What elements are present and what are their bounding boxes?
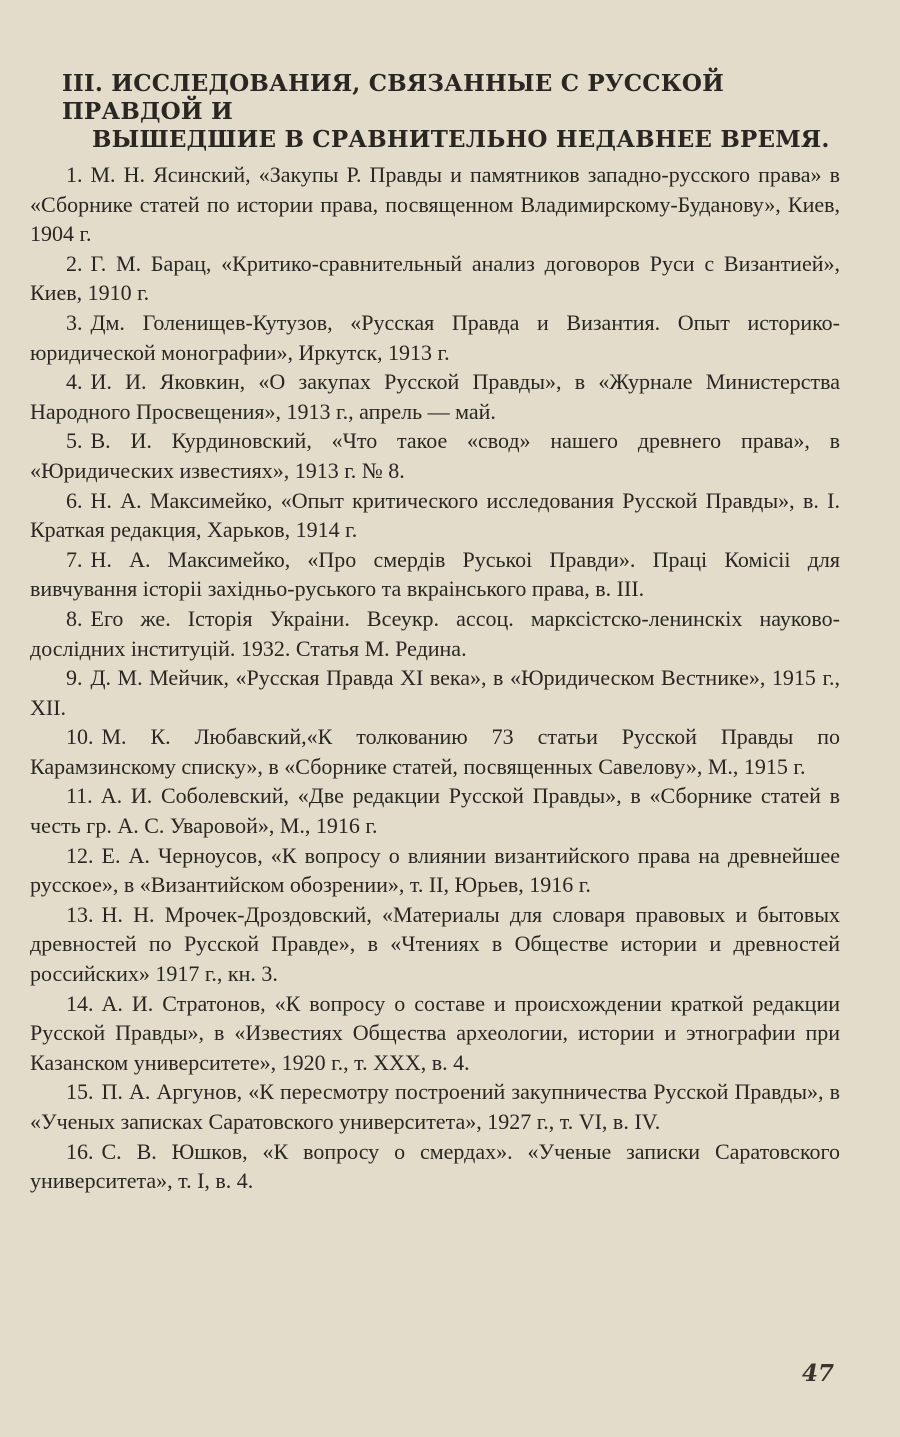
entry-number: 4.: [66, 369, 83, 395]
entry-number: 3.: [66, 309, 83, 335]
bibliography-entry-4: [30, 367, 840, 426]
entry-text: И. И. Яковкин, «О закупах Русской Правды», в «Журнале Министерства Народного Просвещения», 1913 г., апрель — май.: [30, 369, 840, 424]
bibliography-entry-15: [30, 1077, 840, 1136]
page-number: 47: [801, 1360, 834, 1387]
bibliography-entry-7: [30, 545, 840, 604]
bibliography-entry-13: [30, 900, 840, 989]
entry-text: П. А. Аргунов, «К пересмотру построений закупничества Русской Правды», в «Ученых записках Саратовского университета», 1927 г., т. VI, в. IV.: [30, 1079, 840, 1134]
entry-text: М. К. Любавский,«К толкованию 73 статьи Русской Правды по Карамзинскому списку», в «Сборнике статей, посвященных Савелову», М., 1915 г.: [30, 724, 840, 779]
entry-text: В. И. Курдиновский, «Что такое «свод» нашего древнего права», в «Юридических известиях», 1913 г. № 8.: [30, 428, 840, 483]
entry-text: Н. А. Максимейко, «Опыт критического исследования Русской Правды», в. I. Краткая редакция, Харьков, 1914 г.: [30, 487, 840, 543]
entry-text: Н. А. Максимейко, «Про смердів Руськоі Правди». Праці Комісіі для вивчування історіі західньо-руського та вкраінського права, в. III.: [30, 546, 840, 602]
section-heading: [30, 70, 840, 154]
section-heading-line-1: III. ИССЛЕДОВАНИЯ, СВЯЗАННЫЕ С РУССКОЙ ПРАВДОЙ И: [62, 70, 725, 125]
entry-number: 14.: [66, 990, 94, 1016]
bibliography-entry-16: [30, 1137, 840, 1196]
entry-number: 12.: [66, 842, 94, 868]
entry-number: 2.: [66, 250, 83, 276]
entry-text: Г. М. Барац, «Критико-сравнительный анализ договоров Руси с Византией», Киев, 1910 г.: [30, 250, 840, 306]
entry-text: А. И. Соболевский, «Две редакции Русской Правды», в «Сборнике статей в честь гр. А. С. Уваровой», М., 1916 г.: [30, 783, 840, 839]
bibliography-entry-9: [30, 663, 840, 722]
bibliography-entry-1: [30, 160, 840, 249]
entry-text: Е. А. Черноусов, «К вопросу о влиянии византийского права на древнейшее русское», в «Византийском обозрении», т. II, Юрьев, 1916 г.: [30, 842, 840, 898]
entry-number: 6.: [66, 487, 83, 513]
bibliography-entry-5: [30, 426, 840, 485]
entry-number: 13.: [66, 901, 94, 927]
bibliography-entry-12: [30, 841, 840, 900]
bibliography-entry-8: [30, 604, 840, 663]
bibliography-entry-14: [30, 989, 840, 1078]
section-heading-line-2: ВЫШЕДШИЕ В СРАВНИТЕЛЬНО НЕДАВНЕЕ ВРЕМЯ.: [92, 126, 830, 153]
bibliography-entry-3: [30, 308, 840, 367]
entry-text: С. В. Юшков, «К вопросу о смердах». «Ученые записки Саратовского университета», т. I, в. 4.: [30, 1138, 840, 1194]
entry-text: М. Н. Ясинский, «Закупы Р. Правды и памятников западно-русского права» в «Сборнике статей по истории права, посвященном Владимирскому-Буданову», Киев, 1904 г.: [30, 162, 840, 247]
entry-number: 10.: [66, 724, 94, 750]
entry-text: А. И. Стратонов, «К вопросу о составе и происхождении краткой редакции Русской Правды», в «Известиях Общества археологии, истории и этнографии при Казанском университете», 1920 г., т. XXX, в. 4.: [30, 990, 840, 1075]
bibliography-entry-2: [30, 249, 840, 308]
entry-number: 5.: [66, 428, 83, 454]
bibliography-list: [30, 160, 840, 1196]
entry-text: Дм. Голенищев-Кутузов, «Русская Правда и Византия. Опыт историко-юридической монографии», Иркутск, 1913 г.: [30, 309, 840, 365]
bibliography-entry-10: [30, 722, 840, 781]
entry-number: 7.: [66, 546, 83, 572]
entry-number: 11.: [66, 783, 93, 809]
entry-number: 9.: [66, 665, 83, 691]
entry-text: Н. Н. Мрочек-Дроздовский, «Материалы для словаря правовых и бытовых древностей по Русской Правде», в «Чтениях в Обществе истории и древностей российских» 1917 г., кн. 3.: [30, 901, 840, 987]
entry-number: 1.: [66, 162, 83, 187]
bibliography-entry-6: [30, 486, 840, 545]
entry-number: 15.: [66, 1079, 94, 1105]
entry-text: Д. М. Мейчик, «Русская Правда XI века», в «Юридическом Вестнике», 1915 г., XII.: [30, 665, 840, 720]
bibliography-entry-11: [30, 781, 840, 840]
entry-number: 8.: [66, 605, 83, 631]
entry-number: 16.: [66, 1138, 94, 1164]
entry-text: Его же. Історія Украіни. Всеукр. ассоц. марксістско-ленинскіх науково-дослідних інституцій. 1932. Статья М. Редина.: [30, 605, 840, 661]
